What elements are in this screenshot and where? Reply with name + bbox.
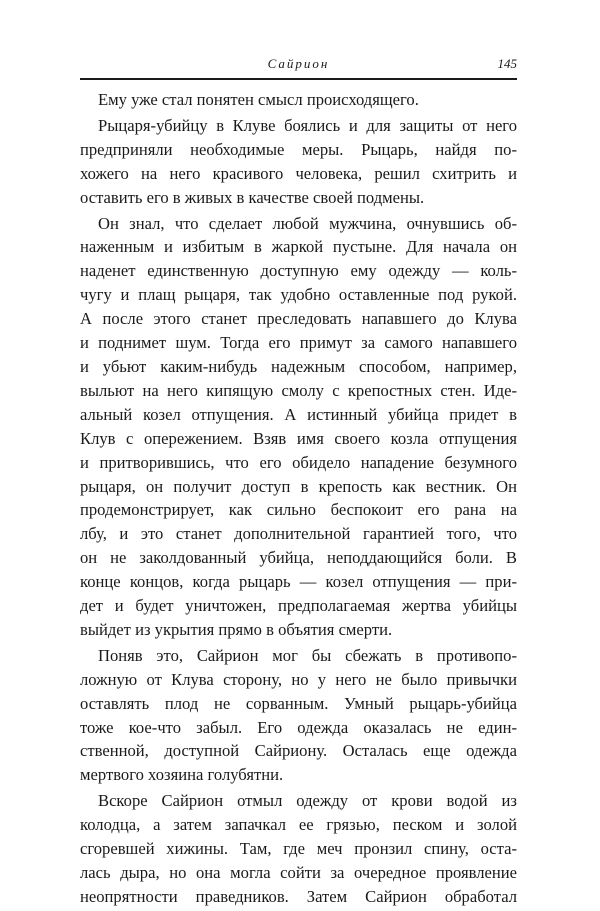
- text-line: Рыцаря-убийцу в Клуве боялись и для защиты от него: [98, 115, 517, 135]
- text-line: Вскоре Сайрион отмыл одежду от крови водой из: [98, 791, 517, 811]
- text-line: ложную от Клува сторону, но у него не было привычки: [80, 669, 517, 689]
- page-number: 145: [497, 56, 517, 71]
- paragraph: [80, 212, 517, 642]
- text-line: и убьют каким-нибудь надежным способом, например,: [80, 356, 517, 376]
- text-line: альный козел отпущения. А истинный убийца придет в: [80, 404, 517, 424]
- text-line: и притворившись, что его обидело нападение безумного: [80, 452, 517, 472]
- paragraph: [80, 644, 517, 787]
- text-line: он не заколдованный убийца, неподдающийся боли. В: [80, 548, 517, 568]
- text-line: оставлять плод не сорванным. Умный рыцарь-убийца: [80, 693, 517, 713]
- paragraph: [80, 789, 517, 909]
- text-line: наденет единственную доступную ему одежду — коль-: [80, 261, 517, 281]
- text-line: рыцаря, он получит доступ в крепость как вестник. Он: [80, 476, 517, 496]
- body-text: [80, 88, 517, 911]
- text-line: выльют на него кипящую смолу с крепостных стен. Иде-: [80, 380, 517, 400]
- paragraph: [80, 114, 517, 210]
- text-line: колодца, а затем запачкал ее грязью, песком и золой: [80, 815, 517, 835]
- text-line: предприняли необходимые меры. Рыцарь, найдя по-: [80, 139, 517, 159]
- header-rule: [80, 78, 517, 80]
- text-line: Он знал, что сделает любой мужчина, очнувшись об-: [98, 213, 517, 233]
- text-line: ственной, доступной Сайриону. Осталась еще одежда: [80, 741, 517, 761]
- text-line: А после этого станет преследовать напавшего до Клува: [80, 309, 517, 329]
- text-line: лась дыра, но она могла сойти за очередное проявление: [80, 863, 517, 882]
- text-line: выйдет из укрытия прямо в объятия смерти.: [80, 619, 393, 639]
- running-head-title: Сайрион: [267, 56, 330, 71]
- text-line: наженным и избитым в жаркой пустыне. Для начала он: [80, 237, 517, 257]
- text-line: дет и будет уничтожен, предполагаемая жертва убийцы: [80, 596, 517, 616]
- text-line: мертвого хозяина голубятни.: [80, 765, 284, 785]
- text-line: Клув с опережением. Взяв имя своего козла отпущения: [80, 428, 517, 448]
- text-line: и поднимет шум. Тогда его примут за самого напавшего: [80, 333, 517, 353]
- text-line: сгоревшей хижины. Там, где меч пронзил спину, оста-: [80, 839, 517, 859]
- paragraph: [80, 88, 517, 112]
- text-line: конце концов, когда рыцарь — козел отпущения — при-: [80, 572, 517, 592]
- text-line: чугу и плащ рыцаря, так удобно оставленные под рукой.: [80, 285, 517, 305]
- running-head: [80, 56, 517, 76]
- text-line: Поняв это, Сайрион мог бы сбежать в противопо-: [98, 645, 517, 665]
- text-line: Ему уже стал понятен смысл происходящего.: [98, 90, 419, 109]
- text-line: неопрятности праведников. Затем Сайрион обработал: [80, 886, 517, 906]
- text-line: продемонстрирует, как сильно беспокоит его рана на: [80, 500, 517, 520]
- text-line: лбу, и это станет дополнительной гарантией того, что: [80, 524, 517, 544]
- text-line: хожего на него красивого человека, решил схитрить и: [80, 163, 517, 183]
- text-line: тоже кое-что забыл. Его одежда оказалась не един-: [80, 717, 517, 737]
- text-line: оставить его в живых в качестве своей подмены.: [80, 187, 425, 207]
